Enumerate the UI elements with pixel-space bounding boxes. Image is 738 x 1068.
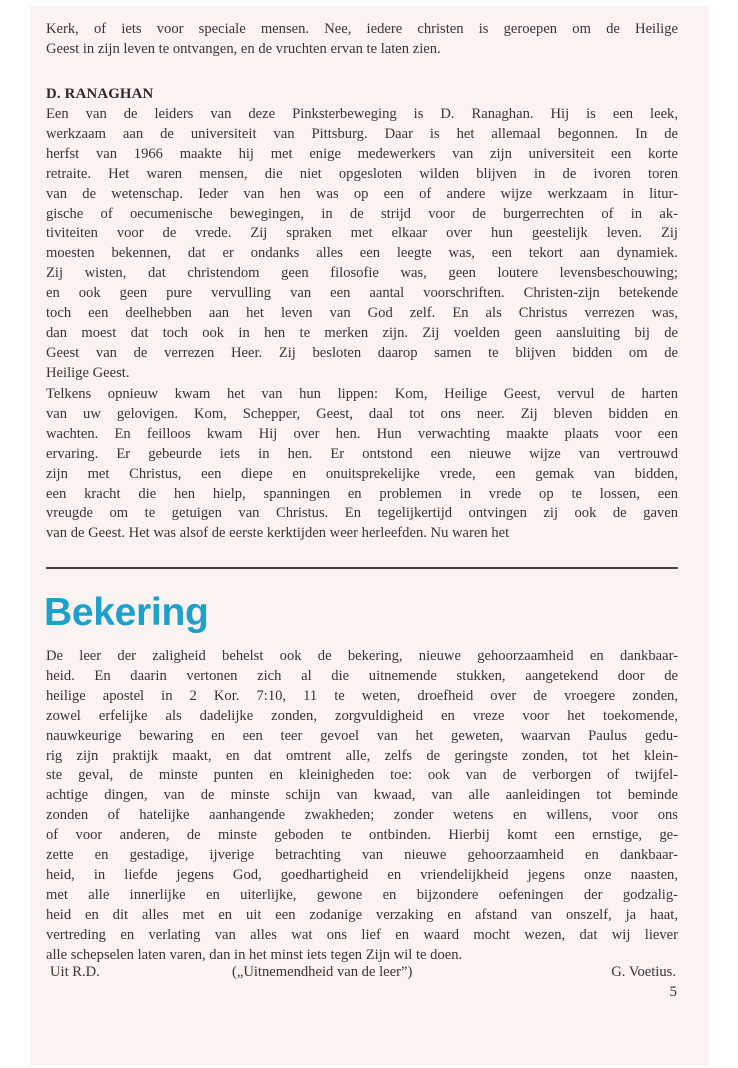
text-line: heid. En daarin vertonen zich al die uitnemende stukken, aangetekend door de — [46, 667, 678, 684]
text-line: Zij wisten, dat christendom geen filosofie was, geen loutere levensbeschouwing; — [46, 265, 678, 282]
text-line: ste geval, de minste punten en kleinigheden toe: ook van de verborgen of twijfel- — [46, 767, 678, 784]
text-line: achtige dingen, van de minste schijn van kwaad, van alle aanleidingen tot beminde — [46, 787, 678, 804]
text-line: ervaring. Er gebeurde iets in hen. Er ontstond een nieuwe wijze van vertrouwd — [46, 445, 678, 462]
text-line: van de wetenschap. Ieder van hen was op een of andere wijze werkzaam in litur- — [46, 185, 678, 202]
page-number: 5 — [669, 984, 677, 1000]
text-line: zijn met Christus, een diepe en onuitsprekelijke vrede, een gemak van bidden, — [46, 465, 678, 482]
text-line: zette en gestadige, ijverige betrachting van nieuwe gehoorzaamheid en dankbaar- — [46, 847, 678, 864]
text-line: tiviteiten voor de vrede. Zij spraken met elkaar over hun geestelijk leven. Zij — [46, 225, 678, 242]
intro-paragraph — [46, 20, 678, 60]
text-line: Kerk, of iets voor speciale mensen. Nee, iedere christen is geroepen om de Heilige — [46, 21, 678, 37]
text-line: met alle innerlijke en uiterlijke, gewone en bijzondere oefeningen der godzalig- — [46, 886, 678, 903]
section-divider — [46, 567, 678, 569]
text-line: alle schepselen laten varen, dan in het minst iets tegen Zijn wil te doen. — [46, 946, 463, 963]
article-body — [46, 647, 678, 966]
text-line: heid en dit alles met en uit een zodanige verzaking en afstand van onszelf, ja haat, — [46, 906, 678, 923]
text-line: wachten. En feilloos kwam Hij over hen. Hun verwachting maakte plaats voor een — [46, 425, 678, 442]
text-line: zonden of hatelijke aanhangende zwakheden; zonder wetens en willens, voor ons — [46, 807, 678, 824]
text-line: Een van de leiders van deze Pinksterbeweging is D. Ranaghan. Hij is een leek, — [46, 106, 678, 122]
attribution-work: („Uitnemendheid van de leer”) — [232, 964, 413, 980]
text-line: zowel erfelijke als dadelijke zonden, zorgvuldigheid en vreze voor het toekomende, — [46, 707, 678, 724]
attribution-author: G. Voetius. — [611, 964, 676, 980]
text-line: herfst van 1966 maakte hij met enige medewerkers van zijn universiteit een korte — [46, 145, 678, 162]
text-line: retraite. Het waren mensen, die niet opgesloten wilden blijven in de ivoren toren — [46, 165, 678, 182]
text-line: dan moest dat toch ook in hen te merken zijn. Zij voelden geen aansluiting bij de — [46, 324, 678, 341]
text-line: nauwkeurige bewaring en een teer gevoel van het geweten, waarvan Paulus gedu- — [46, 727, 678, 744]
section-heading: D. RANAGHAN — [46, 86, 154, 102]
text-line: werkzaam aan de universiteit van Pittsburg. Daar is het allemaal begonnen. In de — [46, 125, 678, 142]
text-line: moesten bekennen, dat er ondanks alles een leegte was, een tekort aan dynamiek. — [46, 245, 678, 262]
text-line: De leer der zaligheid behelst ook de bekering, nieuwe gehoorzaamheid en dankbaar- — [46, 648, 678, 664]
text-line: van uw gelovigen. Kom, Schepper, Geest, daal tot ons neer. Zij bleven bidden en — [46, 405, 678, 422]
attribution-source: Uit R.D. — [50, 964, 100, 980]
text-line: Geest in zijn leven te ontvangen, en de vruchten ervan te laten zien. — [46, 40, 441, 57]
text-line: rig zijn praktijk maakt, en dat omtrent alle, zelfs de geringste zonden, tot het klein- — [46, 747, 678, 764]
body-paragraph-1 — [46, 105, 678, 384]
text-line: heid, in liefde jegens God, goedhartigheid en vriendelijkheid jegens onze naasten, — [46, 866, 678, 883]
text-line: een kracht die hen hielp, spanningen en problemen in vrede op te lossen, een — [46, 485, 678, 502]
text-line: Telkens opnieuw kwam het van hun lippen: Kom, Heilige Geest, vervul de harten — [46, 386, 678, 402]
text-line: toch een deelhebben aan het leven van God zelf. En als Christus verrezen was, — [46, 305, 678, 322]
text-line: heilige apostel in 2 Kor. 7:10, 11 te weten, droefheid over de vroegere zonden, — [46, 687, 678, 704]
text-line: gische of oecumenische bewegingen, in de strijd voor de burgerrechten of in ak- — [46, 205, 678, 222]
text-line: Heilige Geest. — [46, 364, 130, 381]
text-line: vreugde om te getuigen van Christus. En tegelijkertijd ontvingen zij ook de gaven — [46, 505, 678, 522]
page — [30, 6, 709, 1066]
text-line: en ook geen pure vervulling van een aantal voorschriften. Christen-zijn betekende — [46, 285, 678, 302]
text-line: Geest van de verrezen Heer. Zij besloten daarop samen te blijven bidden om de — [46, 344, 678, 361]
article-title: Bekering — [44, 591, 209, 634]
text-line: van de Geest. Het was alsof de eerste kerktijden weer herleefden. Nu waren het — [46, 525, 510, 542]
text-line: vertreding en verlating van alles wat ons lief en waard mocht wezen, dat wij liever — [46, 926, 678, 943]
text-line: of voor anderen, de minste geboden te ontbinden. Hierbij komt een ernstige, ge- — [46, 827, 678, 844]
body-paragraph-2 — [46, 385, 678, 544]
